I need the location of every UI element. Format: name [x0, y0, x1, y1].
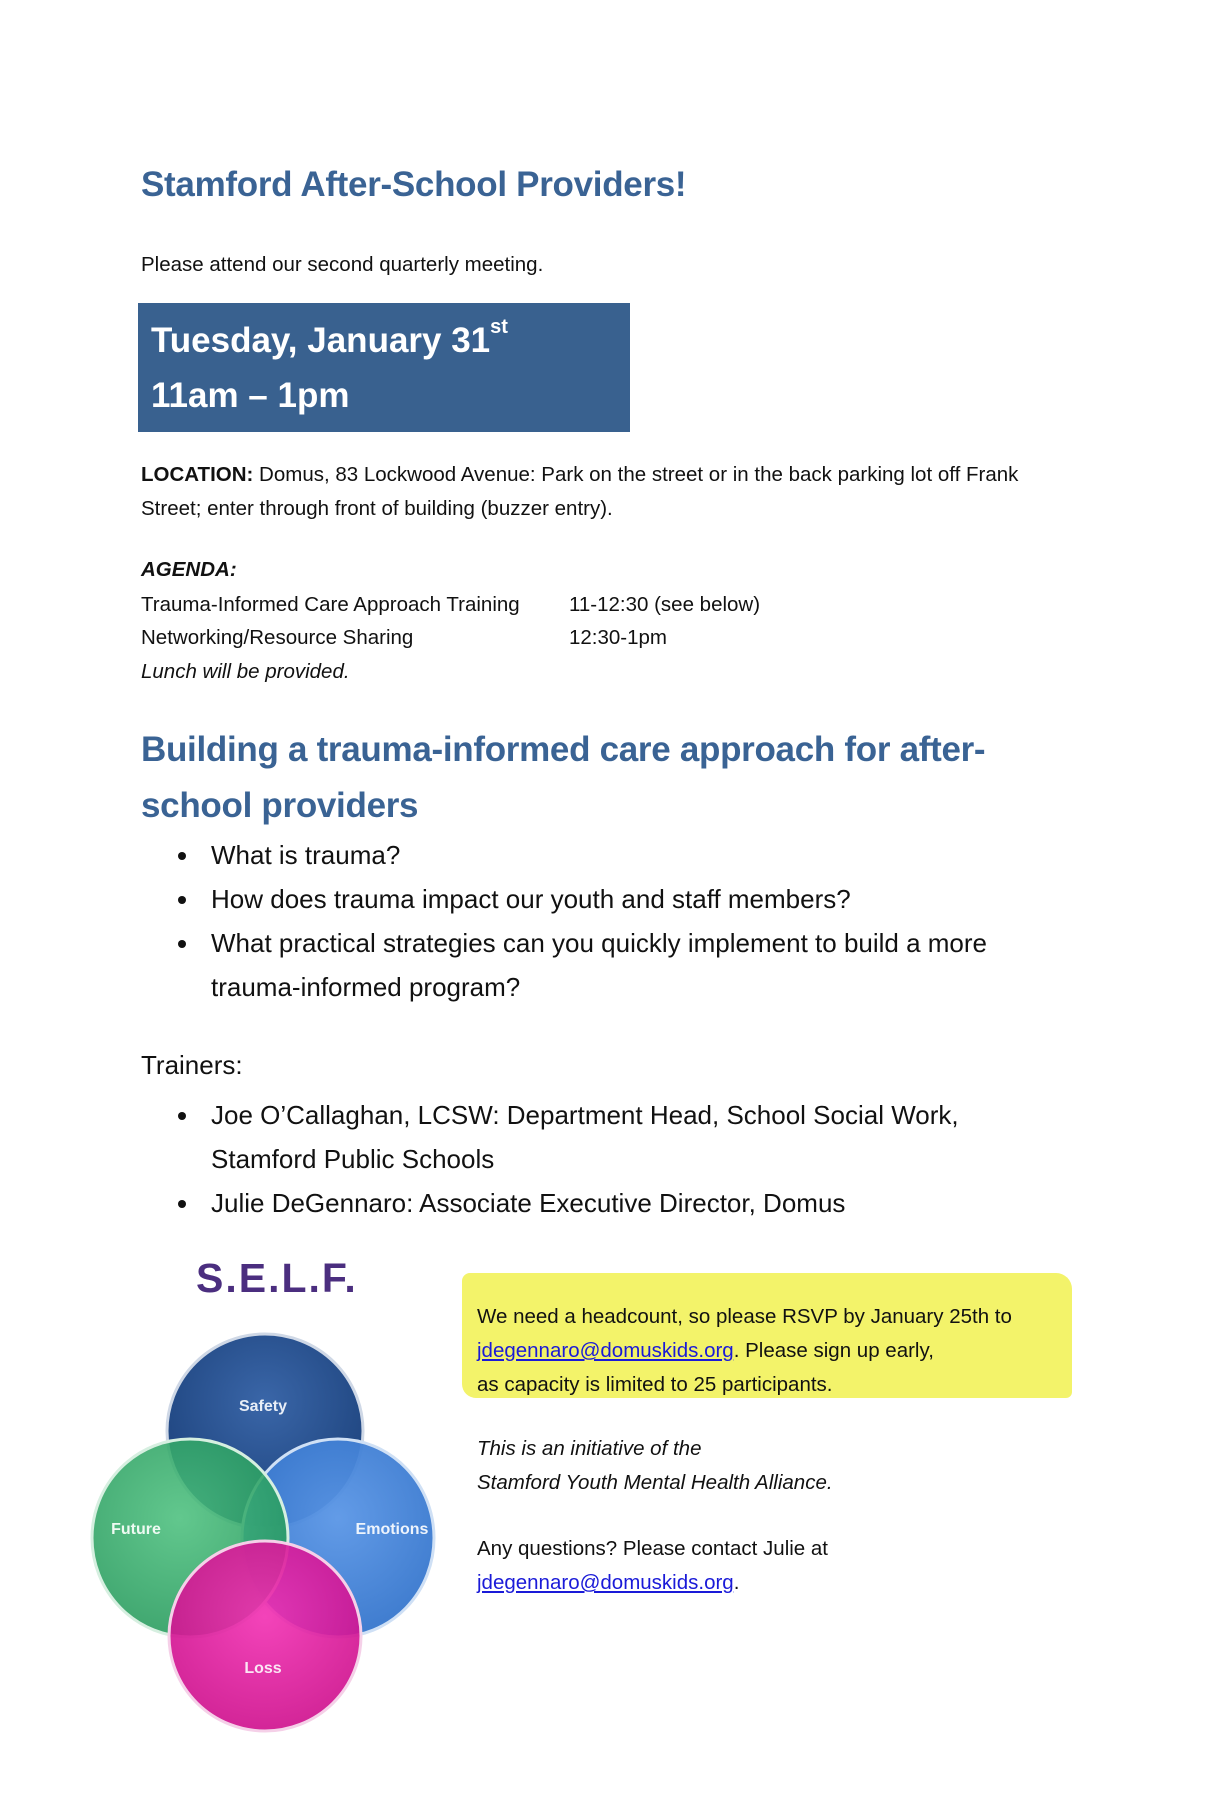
emotions-label: Emotions — [355, 1521, 429, 1538]
meeting-time: 11am – 1pm — [151, 376, 350, 415]
self-venn-diagram — [70, 1320, 450, 1740]
page-title: Stamford After-School Providers! — [141, 165, 687, 204]
safety-label: Safety — [238, 1398, 288, 1415]
self-title: S.E.L.F. — [196, 1255, 358, 1301]
list-item: Joe O’Callaghan, LCSW: Department Head, School Social Work, Stamford Public Schools — [141, 1093, 1041, 1181]
training-questions — [141, 833, 1061, 1009]
trainers-list — [141, 1093, 1041, 1225]
rsvp-text: We need a headcount, so please RSVP by January 25th to jdegennaro@domuskids.org. Please sign up early, as capacity is limited to 25 participants. — [477, 1305, 1012, 1396]
bullet-icon — [178, 940, 186, 948]
list-item: What practical strategies can you quickly implement to build a more trauma-informed program? — [141, 921, 1061, 1009]
agenda-item-title: Networking/Resource Sharing — [141, 626, 414, 649]
training-heading: Building a trauma-informed care approach for after-school providers — [141, 730, 986, 825]
location-text: Domus, 83 Lockwood Avenue: Park on the street or in the back parking lot off Frank Street; enter through front of building (buzzer entry). — [141, 463, 1019, 520]
agenda-item — [141, 593, 760, 617]
date-suffix: st — [490, 316, 508, 339]
bullet-icon — [178, 1112, 186, 1120]
list-item: Julie DeGennaro: Associate Executive Director, Domus — [141, 1181, 1041, 1225]
list-item: What is trauma? — [141, 833, 1061, 877]
location-label: LOCATION: — [141, 463, 254, 486]
trainers-heading: Trainers: — [141, 1050, 243, 1080]
list-item: How does trauma impact our youth and staff members? — [141, 877, 1061, 921]
contact-email-link[interactable]: jdegennaro@domuskids.org — [477, 1571, 734, 1594]
bullet-icon — [178, 852, 186, 860]
meeting-date: Tuesday, January 31st — [151, 316, 508, 360]
agenda-item-title: Trauma-Informed Care Approach Training — [141, 593, 520, 616]
agenda-item-time: 12:30-1pm — [569, 626, 668, 649]
loss-label: Loss — [244, 1660, 282, 1677]
rsvp-email-link[interactable]: jdegennaro@domuskids.org — [477, 1339, 734, 1362]
loss-circle — [169, 1541, 361, 1731]
intro-text: Please attend our second quarterly meeting. — [141, 253, 544, 276]
date-box — [138, 303, 630, 432]
agenda-heading: AGENDA: — [141, 558, 237, 581]
agenda-item-time: 11-12:30 (see below) — [569, 593, 761, 616]
agenda-item — [141, 626, 667, 650]
bullet-icon — [178, 1200, 186, 1208]
bullet-icon — [178, 896, 186, 904]
location-paragraph — [141, 458, 1041, 526]
contact-text: Any questions? Please contact Julie at jdegennaro@domuskids.org. — [477, 1537, 828, 1594]
lunch-note: Lunch will be provided. — [141, 660, 350, 683]
future-label: Future — [111, 1521, 161, 1538]
initiative-text: This is an initiative of the Stamford Youth Mental Health Alliance. — [477, 1437, 833, 1494]
